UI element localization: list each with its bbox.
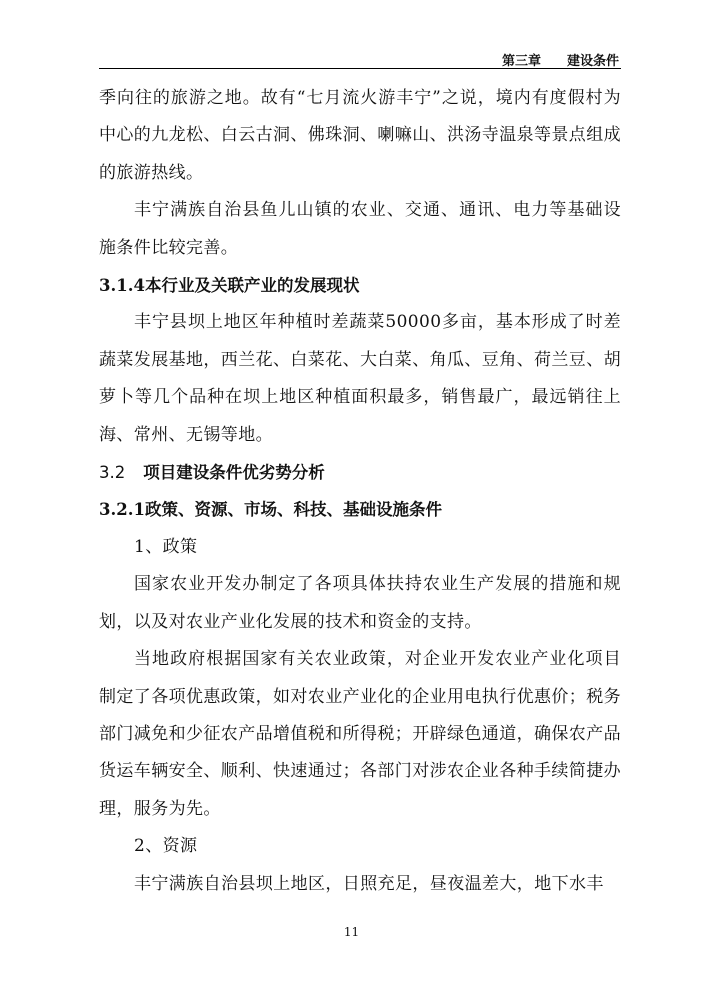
paragraph: 丰宁满族自治县坝上地区，日照充足，昼夜温差大，地下水丰 [134,873,604,894]
page-number: 11 [343,925,360,939]
header-text [502,50,619,69]
header-title: 建设条件 [566,54,619,69]
paragraph: 当地政府根据国家有关农业政策，对企业开发农业产业化项目制定了各项优惠政策，如对农业产业化的企业用电执行优惠价；税务部门减免和少征农产品增值税和所得税；开辟绿色通道，确保农产品货运车辆安全、顺利、快速通过；各部门对涉农企业各种手续简捷办理，服务为先。 [99,649,621,819]
section-heading-3-2-1 [99,491,621,528]
paragraph: 季向往的旅游之地。故有“七月流火游丰宁”之说，境内有度假村为中心的九龙松、白云古洞、佛珠洞、喇嘛山、洪汤寺温泉等景点组成的旅游热线。 [99,88,621,183]
paragraph: 丰宁县坝上地区年种植时差蔬菜50000多亩，基本形成了时差蔬菜发展基地，西兰花、白菜花、大白菜、角瓜、豆角、荷兰豆、胡萝卜等几个品种在坝上地区种植面积最多，销售最广，最远销往上海、常州、无锡等地。 [99,312,621,445]
list-item-policy: 1、政策 [134,536,198,557]
paragraph: 国家农业开发办制定了各项具体扶持农业生产发展的措施和规划，以及对农业产业化发展的技术和资金的支持。 [99,574,621,632]
section-heading-3-1-4 [99,267,621,304]
paragraph: 丰宁满族自治县鱼儿山镇的农业、交通、通讯、电力等基础设施条件比较完善。 [99,200,621,258]
header-chapter: 第三章 [501,54,541,69]
section-heading-3-2 [99,454,621,491]
section-title: 政策、资源、市场、科技、基础设施条件 [144,500,442,520]
section-title: 本行业及关联产业的发展现状 [144,276,360,296]
page-header [99,48,621,69]
list-item-resources: 2、资源 [134,836,198,857]
section-title: 项目建设条件优劣势分析 [143,463,325,483]
section-number: 3.2 [99,463,126,483]
section-number: 3.2.1 [99,500,145,520]
document-body [99,80,621,903]
section-number: 3.1.4 [99,276,145,296]
